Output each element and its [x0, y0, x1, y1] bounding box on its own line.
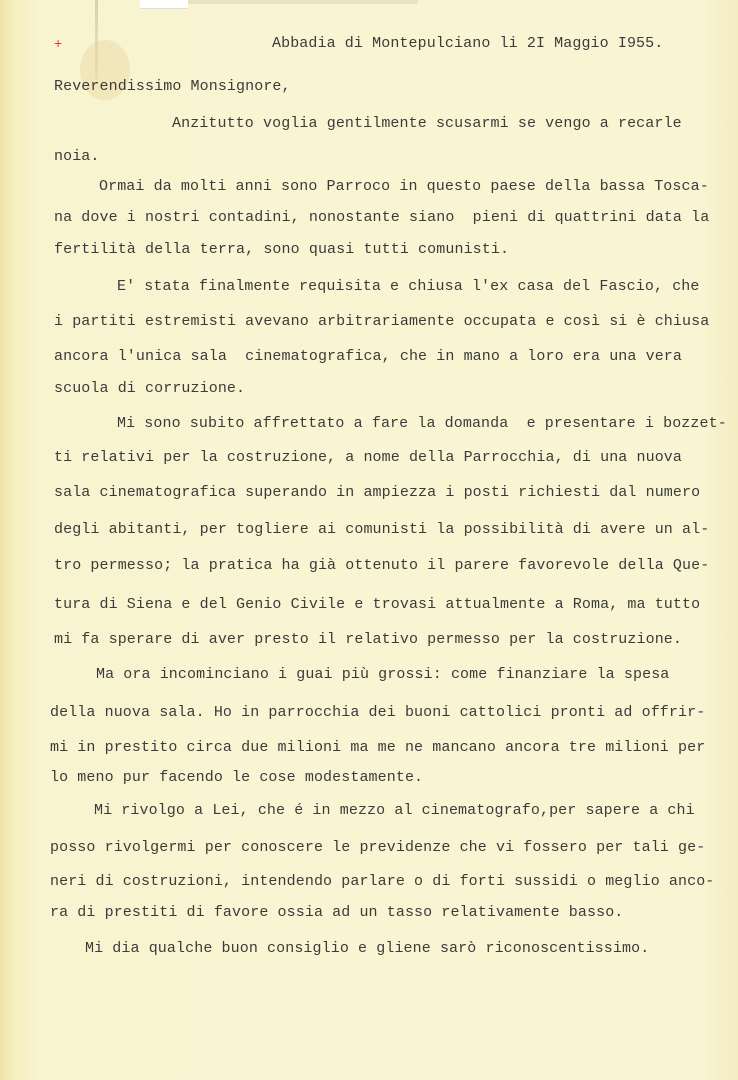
body-line: tura di Siena e del Genio Civile e trovasi attualmente a Roma, ma tutto [54, 596, 701, 613]
body-line: Ormai da molti anni sono Parroco in questo paese della bassa Tosca- [99, 178, 709, 195]
body-line: scuola di corruzione. [54, 380, 246, 397]
body-line: na dove i nostri contadini, nonostante siano pieni di quattrini data la [54, 209, 710, 226]
body-line: lo meno pur facendo le cose modestamente. [50, 769, 424, 786]
paper-edge [188, 0, 418, 4]
body-line: degli abitanti, per togliere ai comunisti la possibilità di avere un al- [54, 521, 710, 538]
body-line: Ma ora incominciano i guai più grossi: come finanziare la spesa [96, 666, 670, 683]
body-line: ra di prestiti di favore ossia ad un tasso relativamente basso. [50, 904, 624, 921]
paper-clip-tab [140, 0, 188, 9]
body-line: della nuova sala. Ho in parrocchia dei buoni cattolici pronti ad offrir- [50, 704, 706, 721]
body-line: fertilità della terra, sono quasi tutti comunisti. [54, 241, 510, 258]
salutation: Reverendissimo Monsignore, [54, 78, 291, 95]
body-line: neri di costruzioni, intendendo parlare o di forti sussidi o meglio anco- [50, 873, 715, 890]
body-line: posso rivolgermi per conoscere le previdenze che vi fossero per tali ge- [50, 839, 706, 856]
body-line: noia. [54, 148, 100, 165]
paper-crease [95, 0, 98, 80]
body-line: mi fa sperare di aver presto il relativo permesso per la costruzione. [54, 631, 683, 648]
body-line: ti relativi per la costruzione, a nome della Parrocchia, di una nuova [54, 449, 683, 466]
body-line: Mi sono subito affrettato a fare la domanda e presentare i bozzet- [117, 415, 727, 432]
body-line: i partiti estremisti avevano arbitrariamente occupata e così si è chiusa [54, 313, 710, 330]
red-cross-mark: + [54, 35, 63, 51]
body-line: tro permesso; la pratica ha già ottenuto il parere favorevole della Que- [54, 557, 710, 574]
body-line: sala cinematografica superando in ampiezza i posti richiesti dal numero [54, 484, 701, 501]
date-line: Abbadia di Montepulciano li 2I Maggio I955. [272, 35, 664, 52]
body-line: E' stata finalmente requisita e chiusa l'ex casa del Fascio, che [117, 278, 700, 295]
body-line: Mi dia qualche buon consiglio e gliene sarò riconoscentissimo. [85, 940, 650, 957]
body-line: Anzitutto voglia gentilmente scusarmi se vengo a recarle [172, 115, 682, 132]
body-line: ancora l'unica sala cinematografica, che in mano a loro era una vera [54, 348, 683, 365]
body-line: mi in prestito circa due milioni ma me ne mancano ancora tre milioni per [50, 739, 706, 756]
body-line: Mi rivolgo a Lei, che é in mezzo al cinematografo,per sapere a chi [94, 802, 695, 819]
